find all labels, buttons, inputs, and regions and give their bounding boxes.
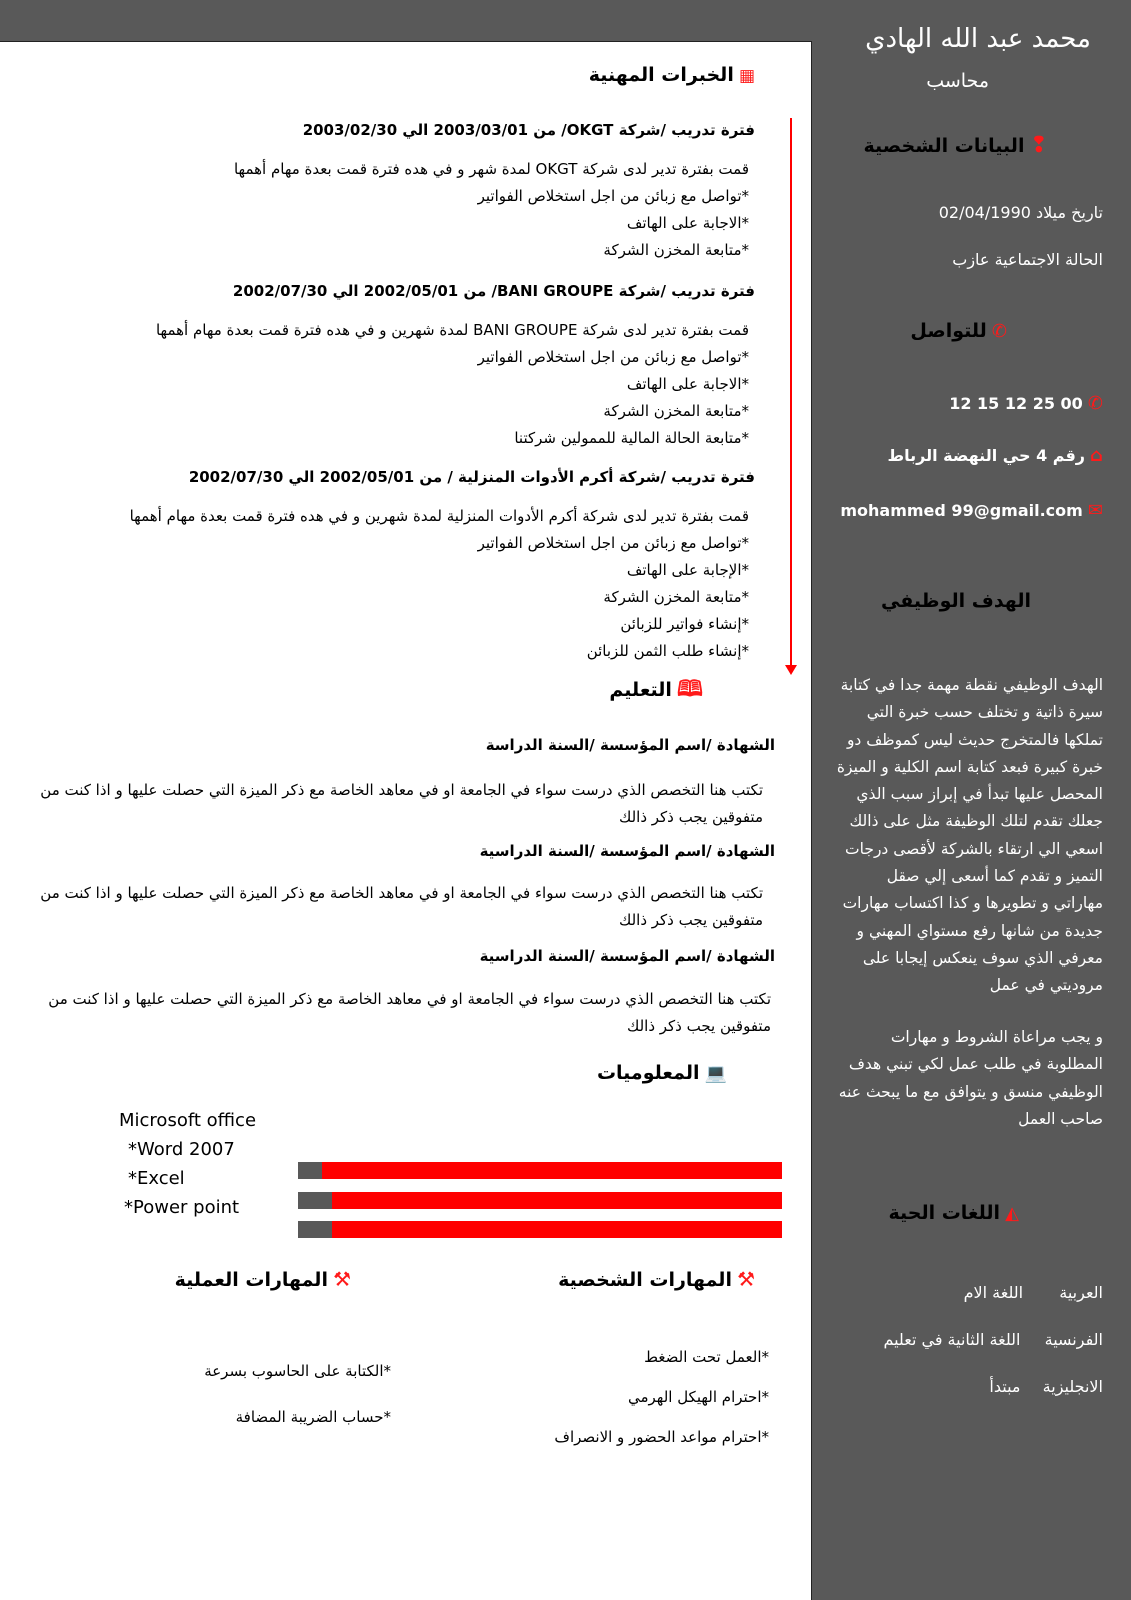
tools-icon: ⚒ — [333, 1267, 351, 1291]
job-line: *الاجابة على الهاتف — [626, 214, 749, 232]
person-name: محمد عبد الله الهادي — [865, 24, 1091, 54]
tools-icon: ⚒ — [737, 1267, 755, 1291]
laptop-icon: 💻 — [704, 1063, 727, 1084]
phone-row — [949, 393, 1103, 414]
experience-heading: الخبرات المهنية — [588, 64, 734, 86]
language-name: الانجليزية — [1042, 1377, 1103, 1396]
skill-bar-fill — [322, 1162, 782, 1179]
phone-icon: ✆ — [1087, 393, 1103, 414]
job-line: قمت بفترة تدير لدى شركة BANI GROUPE لمدة شهرين و في هده فترة قمت بعدة مهام أهمها — [155, 321, 749, 339]
email-row — [840, 500, 1103, 521]
marital-status: الحالة الاجتماعية عازب — [952, 250, 1103, 269]
address-row — [888, 445, 1104, 466]
job-line: *الاجابة على الهاتف — [626, 375, 749, 393]
job-title: فترة تدريب /شركة BANI GROUPE/ من 2002/05/01 الي 2002/07/30 — [232, 282, 755, 300]
job-line: *تواصل مع زبائن من اجل استخلاص الفواتير — [477, 534, 749, 552]
personal-skill: *احترام مواعد الحضور و الانصراف — [554, 1428, 769, 1446]
personal-skill: *احترام الهيكل الهرمي — [627, 1388, 769, 1406]
education-title: الشهادة /اسم المؤسسة /السنة الدراسية — [479, 842, 775, 860]
language-level: مبتدأ — [989, 1377, 1021, 1396]
personal-skill: *العمل تحت الضغط — [644, 1348, 769, 1366]
education-text: تكتب هنا التخصص الذي درست سواء في الجامعة او في معاهد الخاصة مع ذكر الميزة التي حصلت عليها و اذا كنت من متفوقين يجب ذكر ذالك — [40, 884, 763, 929]
email-icon: ✉ — [1087, 500, 1103, 521]
languages-heading-block — [888, 1202, 1019, 1224]
job-line: *تواصل مع زبائن من اجل استخلاص الفواتير — [477, 348, 749, 366]
skill-bar — [298, 1192, 782, 1209]
sidebar — [812, 0, 1131, 1600]
job-line: قمت بفترة تدير لدى شركة OKGT لمدة شهر و في هده فترة قمت بعدة مهام أهمها — [233, 160, 749, 178]
objective-heading: الهدف الوظيفي — [881, 590, 1031, 612]
job-line: *متابعة المخزن الشركة — [603, 241, 749, 259]
objective-paragraph-1: الهدف الوظيفي نقطة مهمة جدا في كتابة سيرة ذاتية و تختلف حسب خبرة التي تملكها فالمتخرج حديث ليس كموظف دو خبرة كبيرة فبعد كتابة اسم الكلية و الميزة المحصل عليها تبدأ في إبراز سبب الذي جعلك تقدم لتلك الوظيفة مثل على ذالك اسعي الي ارتقاء بالشركة لأقصى درجات التميز و تقدم كما أسعى إلي صقل مهاراتي و تطويرها و كذا اكتساب مهارات جديدة من شانها رفع مستواي المهني و معرفي الذي سوف ينعكس إيجابا على مروديتي في عمل — [836, 676, 1103, 995]
education-text: تكتب هنا التخصص الذي درست سواء في الجامعة او في معاهد الخاصة مع ذكر الميزة التي حصلت عليها و اذا كنت من متفوقين يجب ذكر ذالك — [40, 781, 763, 826]
address: رقم 4 حي النهضة الرباط — [887, 446, 1086, 465]
languages-heading: اللغات الحية — [888, 1202, 1001, 1224]
job-line: *الإجابة على الهاتف — [626, 561, 749, 579]
computing-heading-block — [597, 1062, 727, 1084]
grid-icon: ▦ — [738, 66, 755, 86]
practical-skills-heading: المهارات العملية — [174, 1269, 328, 1291]
job-line: قمت بفترة تدير لدى شركة أكرم الأدوات المنزلية لمدة شهرين و في هده فترة قمت بعدة مهام أهمها — [129, 507, 749, 525]
job-line: *تواصل مع زبائن من اجل استخلاص الفواتير — [477, 187, 749, 205]
language-level: اللغة الام — [963, 1283, 1024, 1302]
computing-heading: المعلوميات — [596, 1062, 700, 1084]
practical-skill: *حساب الضريبة المضافة — [235, 1408, 391, 1426]
job-line: *متابعة المخزن الشركة — [603, 588, 749, 606]
language-name: العربية — [1059, 1283, 1103, 1302]
education-title: الشهادة /اسم المؤسسة /السنة الدراسة — [485, 736, 775, 754]
job-line: *متابعة المخزن الشركة — [603, 402, 749, 420]
practical-skill: *الكتابة على الحاسوب بسرعة — [204, 1362, 391, 1380]
education-heading: التعليم — [609, 679, 672, 701]
language-level: اللغة الثانية في تعليم — [883, 1330, 1021, 1349]
skill-name: *Power point — [124, 1197, 240, 1218]
language-row — [964, 1283, 1103, 1302]
job-title: محاسب — [926, 70, 989, 92]
contact-icon: ✆ — [991, 321, 1007, 342]
timeline-arrow — [785, 665, 797, 675]
job-line: *متابعة الحالة المالية للممولين شركتنا — [514, 429, 749, 447]
main-column — [0, 41, 812, 1600]
language-icon: ◭ — [1005, 1203, 1019, 1224]
office-label: Microsoft office — [119, 1110, 257, 1131]
education-title: الشهادة /اسم المؤسسة /السنة الدراسية — [479, 947, 775, 965]
skill-bar-fill — [332, 1221, 782, 1238]
timeline-line — [790, 118, 792, 668]
skill-name: *Excel — [128, 1168, 185, 1189]
job-title: فترة تدريب /شركة OKGT/ من 2003/03/01 الي 2003/02/30 — [302, 121, 755, 139]
language-row — [989, 1377, 1103, 1396]
personal-heading-block — [864, 133, 1048, 158]
job-title: فترة تدريب /شركة أكرم الأدوات المنزلية / من 2002/05/01 الي 2002/07/30 — [188, 468, 755, 486]
info-icon: ❢ — [1029, 133, 1048, 158]
personal-heading: البيانات الشخصية — [863, 135, 1025, 157]
personal-skills-heading: المهارات الشخصية — [558, 1269, 732, 1291]
language-row — [883, 1330, 1103, 1349]
skill-bar — [298, 1221, 782, 1238]
book-icon: 🕮 — [677, 677, 703, 702]
skill-bar — [298, 1162, 782, 1179]
objective-paragraph-2: و يجب مراعاة الشروط و مهارات المطلوبة في طلب عمل لكي تبني هدف الوظيفي منسق و يتوافق مع ما يبحث عنه صاحب العمل — [838, 1028, 1103, 1128]
email[interactable]: mohammed 99@gmail.com — [840, 501, 1083, 520]
phone-number: 12 15 12 25 00 — [949, 394, 1083, 413]
job-line: *إنشاء طلب الثمن للزبائن — [586, 642, 749, 660]
skill-name: *Word 2007 — [128, 1139, 235, 1160]
skill-bar-fill — [332, 1192, 782, 1209]
job-line: *إنشاء فواتير للزبائن — [620, 615, 749, 633]
education-heading-block — [609, 672, 703, 710]
experience-heading-block — [589, 64, 755, 86]
contact-heading: للتواصل — [910, 320, 987, 342]
education-text: تكتب هنا التخصص الذي درست سواء في الجامعة او في معاهد الخاصة مع ذكر الميزة التي حصلت عليها و اذا كنت من متفوقين يجب ذكر ذالك — [48, 990, 771, 1035]
practical-skills-heading-block — [175, 1267, 351, 1291]
home-icon: ⌂ — [1090, 445, 1103, 466]
language-name: الفرنسية — [1044, 1330, 1103, 1349]
contact-heading-block — [910, 320, 1007, 342]
birth-date: تاريخ ميلاد 02/04/1990 — [938, 203, 1103, 222]
personal-skills-heading-block — [558, 1267, 755, 1291]
